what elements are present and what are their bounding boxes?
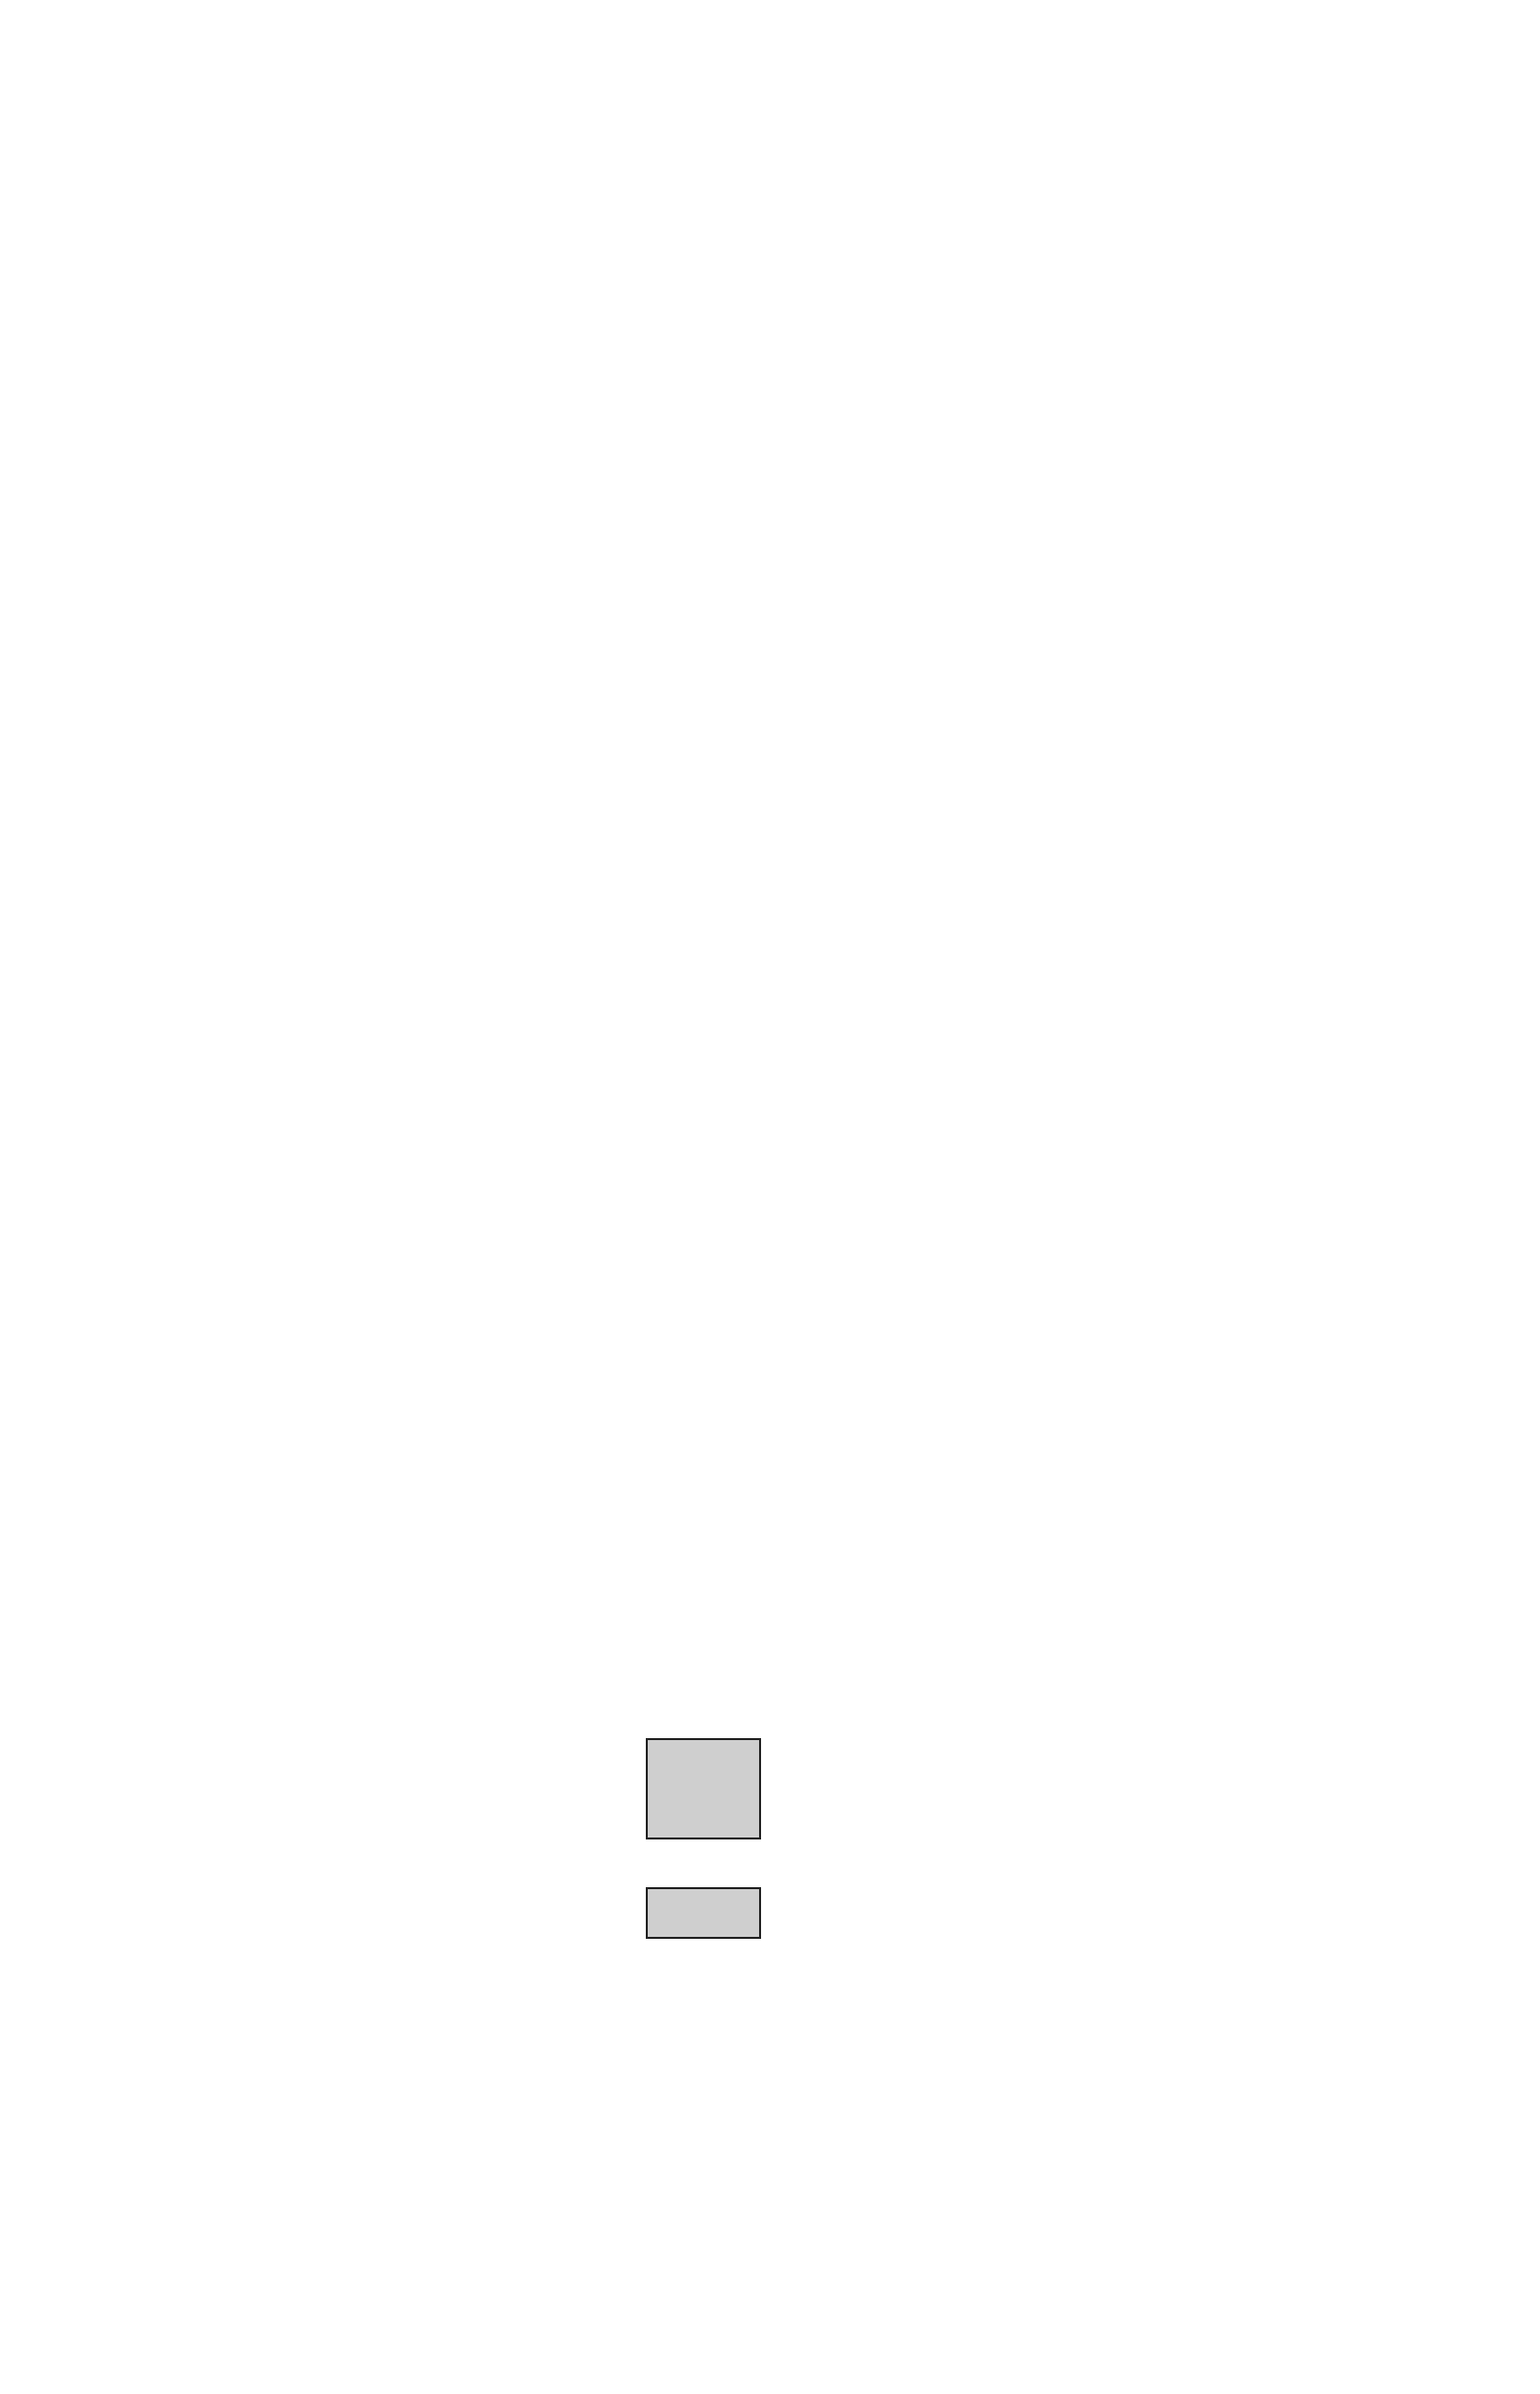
ash-pit-door: [647, 1888, 760, 1938]
stove-doors: [647, 1739, 760, 1938]
firebox-door: [647, 1739, 760, 1838]
